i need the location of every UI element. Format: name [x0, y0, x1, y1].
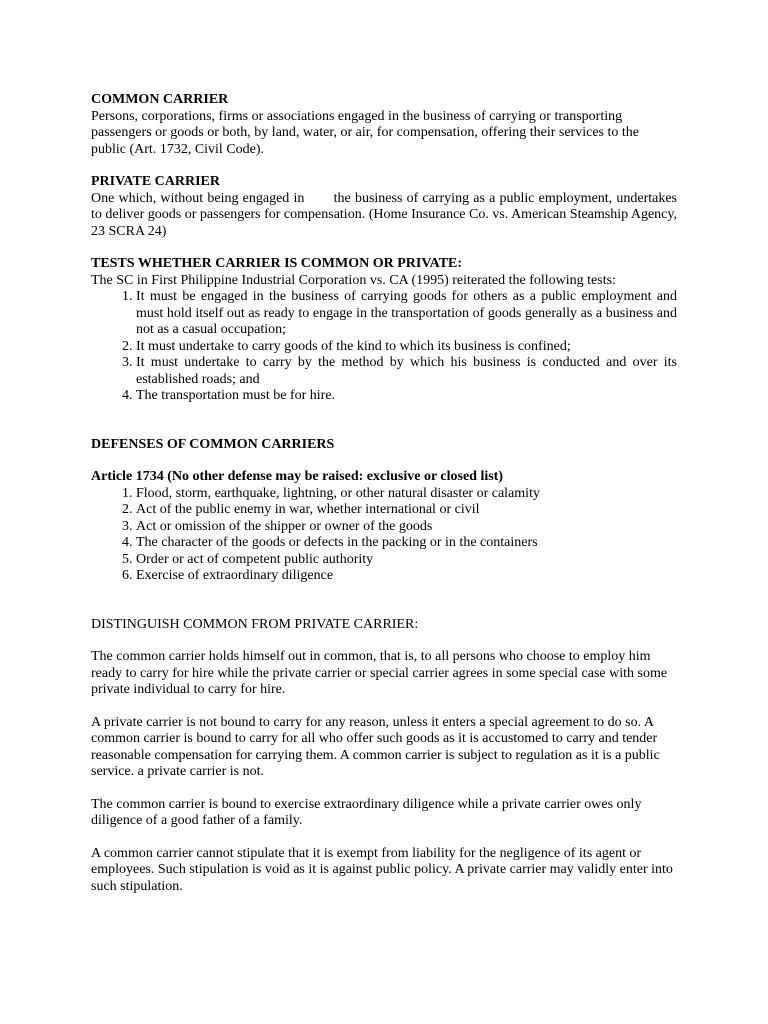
definition-common-carrier: Persons, corporations, firms or associations engaged in the business of carrying or transporting passengers or goods or both, by land, water, or air, for compensation, offering their services to the public (Art. 1732, Civil Code).: [91, 108, 639, 157]
list-item: 5. Order or act of competent public authority: [136, 552, 677, 569]
section-distinguish: [91, 617, 677, 896]
list-item: 1. It must be engaged in the business of carrying goods for others as a public employment and must hold itself out as ready to engage in the transportation of goods generally as a business and not as a casual occupation;: [136, 289, 677, 339]
section-defenses: [91, 437, 677, 585]
tests-list: [91, 289, 677, 405]
distinguish-paragraph: A private carrier is not bound to carry for any reason, unless it enters a special agreement to do so. A common carrier is bound to carry for all who offer such goods as it is accustomed to carry and tender reasonable compensation for carrying them. A common carrier is subject to regulation as it is a public service. a private carrier is not.: [91, 714, 660, 779]
list-item: 4. The character of the goods or defects in the packing or in the containers: [136, 535, 677, 552]
distinguish-paragraph: The common carrier is bound to exercise extraordinary diligence while a private carrier owes only diligence of a good father of a family.: [91, 796, 642, 828]
heading-tests: TESTS WHETHER CARRIER IS COMMON OR PRIVATE:: [91, 256, 463, 271]
section-tests: [91, 256, 677, 405]
list-item: 3. It must undertake to carry by the method by which his business is conducted and over its established roads; and: [136, 355, 677, 388]
heading-common-carrier: COMMON CARRIER: [91, 92, 229, 107]
heading-defenses: DEFENSES OF COMMON CARRIERS: [91, 436, 335, 452]
heading-article-1734: Article 1734 (No other defense may be raised: exclusive or closed list): [91, 469, 504, 484]
tests-intro: The SC in First Philippine Industrial Corporation vs. CA (1995) reiterated the following tests:: [91, 272, 616, 288]
heading-private-carrier: PRIVATE CARRIER: [91, 174, 221, 189]
list-item: 3. Act or omission of the shipper or owner of the goods: [136, 519, 677, 536]
section-private-carrier: [91, 174, 677, 240]
distinguish-paragraph: A common carrier cannot stipulate that it is exempt from liability for the negligence of its agent or employees. Such stipulation is void as it is against public policy. A private carrier may validly enter into such stipulation.: [91, 845, 673, 894]
list-item: 6. Exercise of extraordinary diligence: [136, 568, 677, 585]
list-item: 4. The transportation must be for hire.: [136, 388, 677, 405]
list-item: 2. It must undertake to carry goods of the kind to which its business is confined;: [136, 339, 677, 356]
heading-distinguish: DISTINGUISH COMMON FROM PRIVATE CARRIER:: [91, 616, 419, 632]
list-item: 1. Flood, storm, earthquake, lightning, or other natural disaster or calamity: [136, 486, 677, 503]
section-common-carrier: [91, 92, 677, 158]
definition-private-carrier: One which, without being engaged in the business of carrying as a public employment, undertakes to deliver goods or passengers for compensation. (Home Insurance Co. vs. American Steamship Agency, 23 SCRA 24): [91, 190, 677, 239]
list-item: 2. Act of the public enemy in war, whether international or civil: [136, 502, 677, 519]
distinguish-paragraph: The common carrier holds himself out in common, that is, to all persons who choose to employ him ready to carry for hire while the private carrier or special carrier agrees in some special case with some private individual to carry for hire.: [91, 649, 668, 697]
document-body: [91, 92, 677, 895]
defenses-list: [91, 486, 677, 585]
